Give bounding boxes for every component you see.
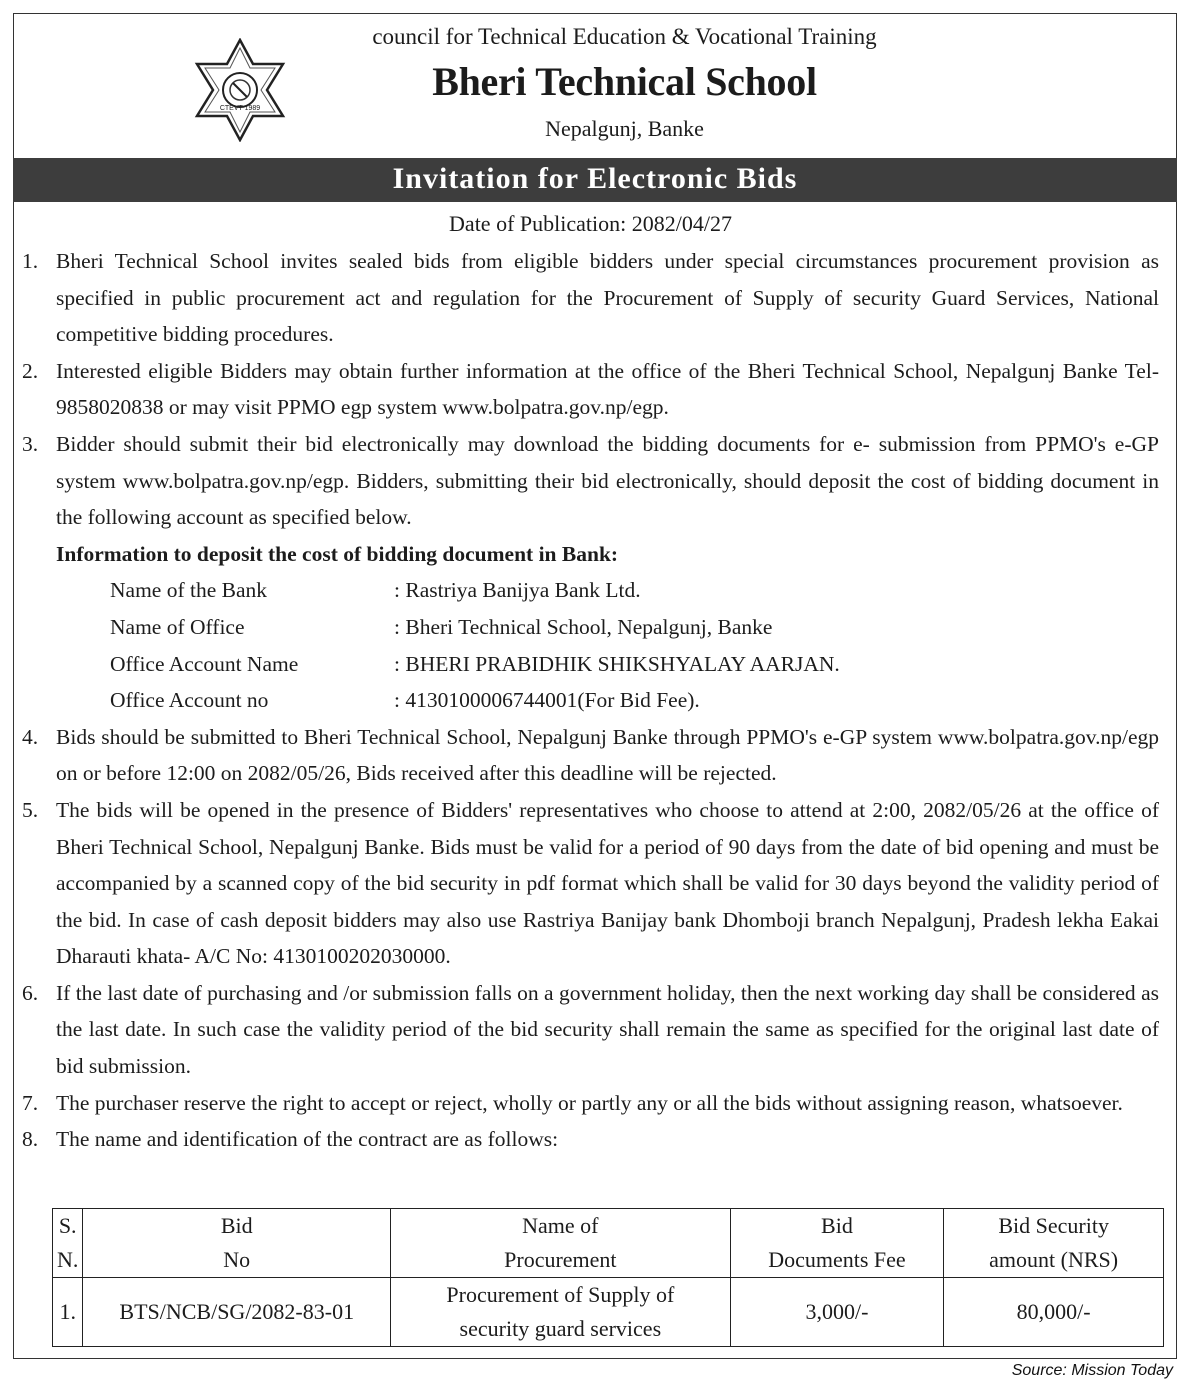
notice-item [22, 426, 1159, 536]
item-number: 3. [22, 431, 39, 456]
item-number: 7. [22, 1090, 39, 1115]
item-number: 2. [22, 358, 39, 383]
item-text: If the last date of purchasing and /or submission falls on a government holiday, then the next working day shall be considered as the last date. In such case the validity period of the bid security shall remain the same as specified for the original last date of bid submission. [56, 980, 1159, 1079]
item-text: Bids should be submitted to Bheri Technical School, Nepalgunj Banke through PPMO's e-GP system www.bolpatra.gov.np/egp on or before 12:00 on 2082/05/26, Bids received after this deadline will be rejected. [56, 724, 1159, 786]
notice-item [22, 719, 1159, 792]
bank-info-value: : 4130100006744001(For Bid Fee). [394, 688, 700, 713]
notice-item [22, 1121, 1159, 1158]
school-name: Bheri Technical School [432, 59, 817, 104]
item-text: The name and identification of the contract are as follows: [56, 1127, 559, 1152]
notice-item [22, 975, 1159, 1085]
col-header-bid-security: Bid Security amount (NRS) [944, 1209, 1164, 1278]
bank-info-label: Name of the Bank [110, 578, 268, 603]
item-text: Bheri Technical School invites sealed bids from eligible bidders under special circumstances procurement provision as specified in public procurement act and regulation for the Procurement of Supply of security Guard Services, National competitive bidding procedures. [56, 249, 1159, 347]
item-text: The bids will be opened in the presence of Bidders' representatives who choose to attend at 2:00, 2082/05/26 at the office of Bheri Technical School, Nepalgunj Banke. Bids must be valid for a period of 90 days from the date of bid opening and must be accompanied by a scanned copy of the bid security in pdf format which shall be valid for 30 days beyond the validity period of the bid. In case of cash deposit bidders may also use Rastriya Banijay bank Dhomboji branch Nepalgunj, Pradesh lekha Eakai Dharauti khata- A/C No: 4130100202030000. [56, 797, 1159, 969]
item-number: 5. [22, 797, 39, 822]
notice-item [22, 792, 1159, 975]
bank-info-row [22, 682, 1159, 719]
school-location: Nepalgunj, Banke [545, 116, 704, 141]
source-credit: Source: Mission Today [1011, 1362, 1173, 1379]
publication-date: Date of Publication: 2082/04/27 [449, 211, 732, 236]
bank-info-value: : Bheri Technical School, Nepalgunj, Banke [394, 614, 773, 639]
bank-info-value: : BHERI PRABIDHIK SHIKSHYALAY AARJAN. [394, 651, 840, 676]
item-text: Bidder should submit their bid electronically may download the bidding documents for e- submission from PPMO's e-GP system www.bolpatra.gov.np/egp. Bidders, submitting their bid electronically, should deposit the cost of bidding document in the following account as specified below. [56, 431, 1159, 530]
bank-info-value: : Rastriya Banijya Bank Ltd. [394, 578, 641, 603]
bank-info-row [22, 572, 1159, 609]
col-header-sn: S. N. [53, 1209, 83, 1278]
bank-info-row [22, 609, 1159, 646]
cell-doc-fee: 3,000/- [730, 1278, 944, 1347]
bank-info-label: Office Account no [110, 688, 269, 713]
bank-info-heading: Information to deposit the cost of bidding document in Bank: [56, 541, 619, 566]
col-header-doc-fee: Bid Documents Fee [730, 1209, 944, 1278]
notice-item [22, 1085, 1159, 1122]
notice-banner: Invitation for Electronic Bids [13, 158, 1177, 202]
item-text: The purchaser reserve the right to accept or reject, wholly or partly any or all the bids without assigning reason, whatsoever. [56, 1090, 1123, 1115]
logo-text: CTEVT 1989 [219, 105, 261, 112]
notice-item [22, 243, 1159, 353]
cell-bid-no: BTS/NCB/SG/2082-83-01 [83, 1278, 391, 1347]
notice-items [22, 243, 1159, 1158]
table-row [53, 1278, 1164, 1347]
bank-info-label: Office Account Name [110, 651, 299, 676]
item-number: 4. [22, 724, 39, 749]
table-header-row [53, 1209, 1164, 1278]
cell-procurement: Procurement of Supply of security guard services [391, 1278, 730, 1347]
notice-item [22, 353, 1159, 426]
item-text: Interested eligible Bidders may obtain further information at the office of the Bheri Technical School, Nepalgunj Banke Tel- 9858020838 or may visit PPMO egp system www.bolpatra.gov.np/egp. [56, 358, 1159, 420]
contract-table [52, 1208, 1164, 1347]
item-number: 8. [22, 1127, 39, 1152]
item-number: 6. [22, 980, 39, 1005]
council-name: council for Technical Education & Vocational Training [372, 24, 877, 49]
bank-info-row [22, 646, 1159, 683]
bank-info-label: Name of Office [110, 614, 245, 639]
cell-bid-security: 80,000/- [944, 1278, 1164, 1347]
col-header-bid-no: Bid No [83, 1209, 391, 1278]
col-header-procurement: Name of Procurement [391, 1209, 730, 1278]
item-number: 1. [22, 249, 39, 273]
cell-sn: 1. [53, 1278, 83, 1347]
